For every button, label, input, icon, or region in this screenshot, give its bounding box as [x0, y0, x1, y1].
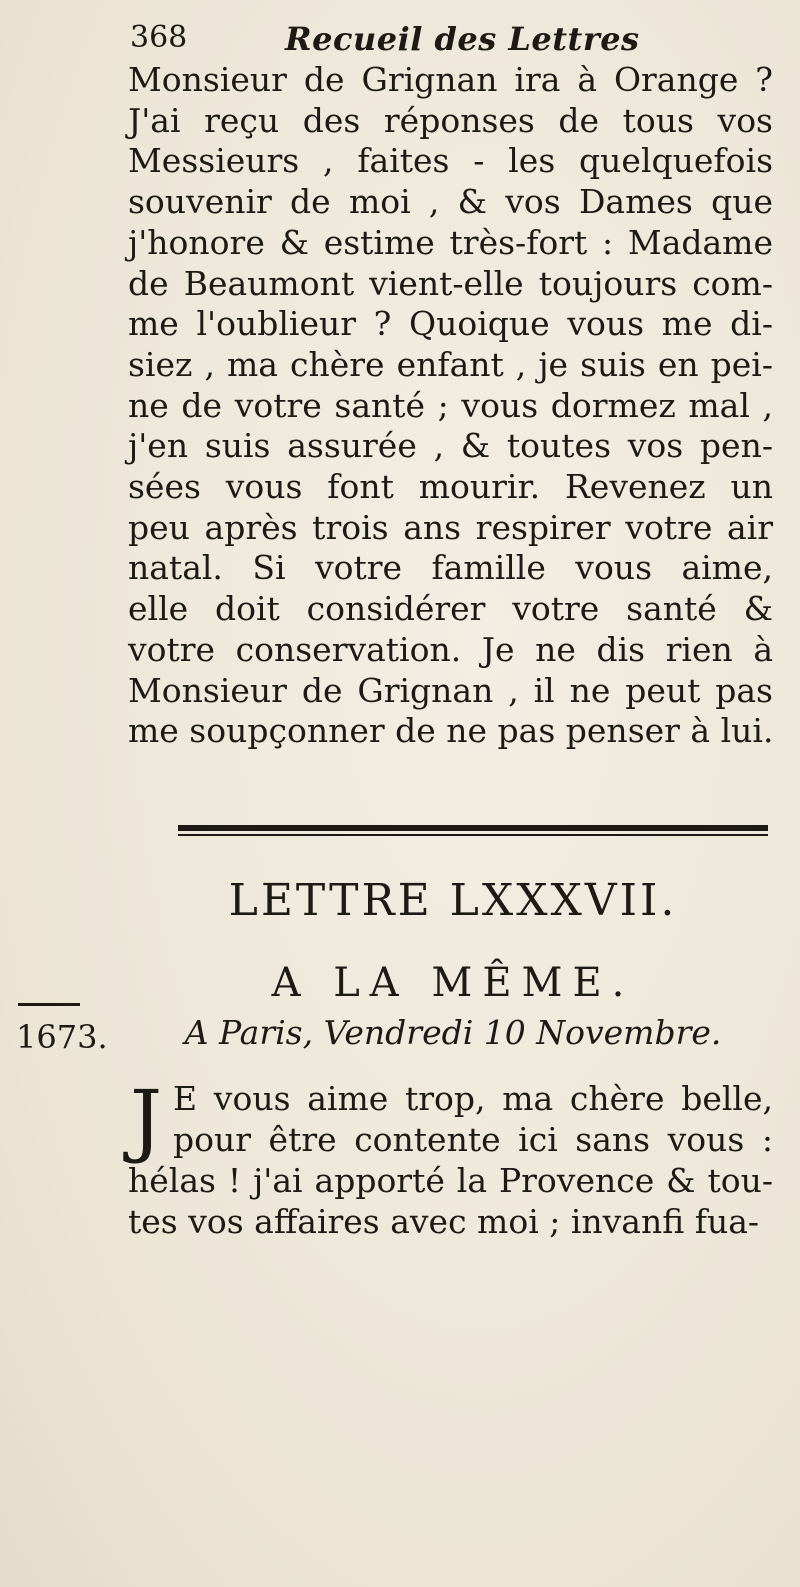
letter-opening: [128, 1073, 773, 1242]
ornamental-rule-thin: [178, 834, 768, 836]
text-line: me soupçonner de ne pas penser à lui.: [128, 711, 774, 751]
letter-addressee: A LA MÊME.: [271, 960, 635, 1006]
text-line: peu après trois ans respirer votre air: [128, 507, 773, 547]
text-line: Messieurs , faites - les quelquefois: [128, 141, 773, 181]
text-line: souvenir de moi , & vos Dames que: [128, 182, 773, 222]
text-line: elle doit considérer votre santé &: [128, 589, 773, 629]
text-line: votre conservation. Je ne dis rien à: [128, 629, 773, 669]
text-line: Monsieur de Grignan , il ne peut pas: [128, 670, 773, 710]
text-line: j'en suis assurée , & toutes vos pen-: [128, 426, 773, 466]
text-line: J'ai reçu des réponses de tous vos: [128, 100, 773, 140]
ornamental-rule: [178, 825, 768, 831]
text-line: tes vos affaires avec moi ; invanfi fua-: [128, 1202, 760, 1241]
text-line: natal. Si votre famille vous aime,: [128, 548, 773, 588]
margin-year: 1673.: [16, 1018, 108, 1056]
text-line: me l'oublieur ? Quoique vous me di-: [128, 304, 773, 344]
text-line: Monsieur de Grignan ira à Orange ?: [128, 60, 773, 99]
drop-initial: J: [130, 1073, 163, 1166]
text-line: siez , ma chère enfant , je suis en pei-: [128, 344, 773, 384]
page-number: 368: [130, 20, 188, 55]
text-line: de Beaumont vient-elle toujours com-: [128, 263, 773, 303]
text-line: j'honore & estime très-fort : Madame: [128, 222, 773, 262]
margin-rule: [18, 1003, 80, 1006]
text-line: hélas ! j'ai apporté la Provence & tou-: [128, 1161, 773, 1200]
running-title: Recueil des Lettres: [285, 20, 640, 58]
text-line: sées vous font mourir. Revenez un: [128, 467, 773, 507]
text-line: ne de votre santé ; vous dormez mal ,: [128, 385, 773, 425]
continuation-text: [128, 60, 773, 752]
text-line: E vous aime trop, ma chère belle,: [173, 1079, 773, 1118]
text-line: pour être contente ici sans vous :: [173, 1120, 773, 1159]
letter-title: LETTRE LXXXVII.: [228, 875, 678, 926]
letter-dateline: A Paris, Vendredi 10 Novembre.: [184, 1013, 722, 1052]
